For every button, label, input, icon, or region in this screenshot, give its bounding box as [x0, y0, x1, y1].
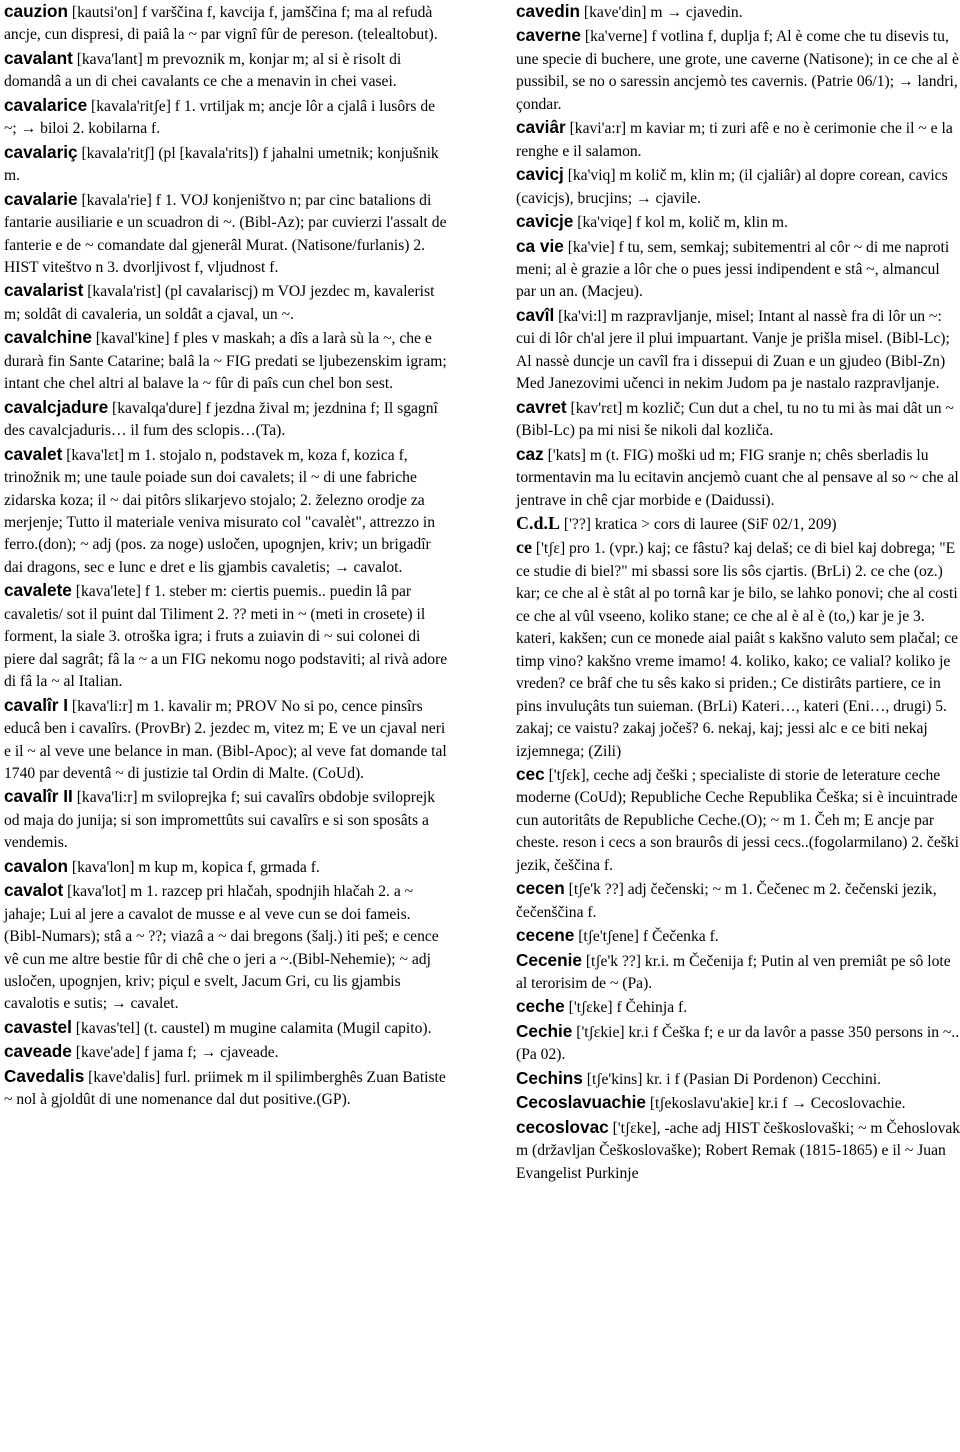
entry-headword: cavalete: [4, 580, 72, 601]
entry-headword: ce: [516, 537, 532, 558]
entry-headword: caz: [516, 443, 544, 464]
dictionary-entry: [516, 163, 960, 210]
entry-definition: [kava'lot] m 1. razcep pri hlačah, spodnjih hlačah 2. a ~ jahaje; Lui al jere a cavalot de musse e al veve cun se doi fameis. (Bibl-Numars); stâ a ~ ??; viazâ a ~ dai bregons (šalj.) iti peš; e cence vê cun me altre bestie fûr di chê che o jeri a ~.(Bibl-Nehemie); ~ adj usločen, upognjen, kriv; piçul e svelt, Jacum Gri, cu lis gjambis cavalotis e sutis; → cavalet.: [4, 883, 439, 1013]
dictionary-entry: [4, 443, 450, 580]
entry-definition: [kave'dalis] furl. priimek m il spilimberghês Zuan Batiste ~ nol à gjoldût di une nomenance dal dut positive.(GP).: [4, 1068, 446, 1109]
dictionary-entry: [516, 116, 960, 163]
entry-definition: [kavala'rist] (pl cavalariscj) m VOJ jezdec m, kavalerist m; soldât di cavaleria, un soldât a cjaval, un ~.: [4, 283, 435, 323]
entry-definition: [kautsi'on] f varščina f, kavcija f, jamščina f; ma al refudà ancje, cun dispresi, di paiâ la ~ par vignî fûr de pereson. (telealtobut).: [4, 4, 438, 44]
dictionary-entry: [4, 396, 450, 443]
dictionary-entry: [516, 0, 960, 24]
dictionary-entry: [516, 304, 960, 396]
entry-definition: [kavala'rie] f 1. VOJ konjeništvo n; par cinc batalions di fantarie ausiliarie e un scuadron di ~. (Bibl-Az); par cuvierzi l'assalt de fanterie e de ~ comandate dal gjenerâl Murat. (Natisone/furlanis) 2. HIST viteštvo n 3. dvorljivost f, vljudnost f.: [4, 191, 447, 276]
entry-headword: cavalarie: [4, 188, 78, 209]
dictionary-entry: [4, 141, 450, 188]
entry-headword: cavastel: [4, 1016, 72, 1037]
entry-headword: cavret: [516, 396, 567, 417]
entry-definition: ['tʃɛk], ceche adj češki ; specialiste di storie de leterature ceche moderne (CoUd); Republiche Ceche Republika Češka; si è incuintrade cun autoritâts de Republiche Ceche.(O); ~ m 1. Čeh m; E ancje par cheste. reson i cecs a son braurôs di jessi cecs..(fogolarmilano) 2. češki jezik, češčina f.: [516, 766, 959, 874]
dictionary-entry: [516, 1091, 960, 1115]
entry-definition: [kava'lant] m prevoznik m, konjar m; al si è risolt di domandâ a un di chei cavalants ce che a menavin in chei vasei.: [4, 50, 402, 91]
dictionary-entry: [516, 763, 960, 877]
entry-definition: [kava'lɛt] m 1. stojalo n, podstavek m, koza f, kozica f, trinožnik m; une taule poiade sun doi cavalets; il ~ di une fabriche zidarska koza; il ~ dai pitôrs slikarjevo stojalo; 2. železno orodje za merjenje; Tutto il materiale veniva misurato col "cavalèt", attrezzo in ferro.(don); ~ adj (pos. za noge) usločen, upognjen, kriv; un brigadîr dai dragons, sec e lunc e dret e lis gjambis cavaletis; → cavalot.: [4, 446, 436, 576]
entry-headword: cavedin: [516, 1, 581, 21]
dictionary-entry: [516, 396, 960, 443]
dictionary-entry: [516, 536, 960, 763]
entry-headword: Cavedalis: [4, 1065, 85, 1086]
entry-definition: [kaval'kine] f ples v maskah; a dîs a larà sù la ~, che e durarà fin Sante Catarine; balâ la ~ FIG predati se ljubezenskim igram; intant che chel altri al balave la ~ fûr di paîs cun chel bon sest.: [4, 330, 447, 393]
dictionary-entry: [516, 512, 960, 536]
entry-definition: [kavalqa'dure] f jezdna žival m; jezdnina f; Il sgagnî des cavalcjaduris… il fum des sclopis…(Ta).: [4, 399, 438, 440]
entry-headword: cavîl: [516, 304, 555, 325]
entry-definition: ['tʃɛke], -ache adj HIST češkoslovaški; ~ m Čehoslovak m (državljan Češkoslovaške); Robert Remak (1815-1865) e il ~ Juan Evangelist Purkinje: [516, 1119, 960, 1182]
entry-headword: cavalîr II: [4, 786, 73, 807]
entry-definition: [tʃe'kins] kr. i f (Pasian Di Pordenon) Cecchini.: [582, 1070, 882, 1088]
entry-definition: ['tʃɛ] pro 1. (vpr.) kaj; ce fâstu? kaj delaš; ce di biel kaj dobrega; "E ce studie di biel?" mi sbassi sore lis sôs cjartis. (BrLi) 2. ce che (oz.) kar; ce che al è stât al po tornâ kar je bilo, se lahko ponovi; che al costi ce che al vûl vseeno, koliko stane; ce che al è al è (to,) kar je je 3. kateri, kakšen; cun ce monede aial paiât s kakšno valuto sem plačal; ce timp vino? kakšno vreme imamo! 4. koliko, kako; ce valial? koliko je vreden? ce brâf che tu sês kako si priden.; Ce distirâts partiere, ce in pins invuluçâts tun suieman. (BrLi) Kateri…, kateri (Eni…, drugi) 5. zakaj; ce vaistu? zakaj jočeš? 6. nekaj, kaj; jessi alc e ce biti nekaj izjemnega; (Zili): [516, 540, 959, 760]
dictionary-entry: [516, 24, 960, 116]
dictionary-entry: [4, 579, 450, 693]
entry-definition: [ka'vi:l] m razpravljanje, misel; Intant al nassè fra di lôr un ~: cui di lôr ch'al jere il plui impuartant. Vanje je prišla misel. (Bibl-Lc); Al nassè duncje un cavîl fra i dissepui di Zuan e un gjudeo (Bibl-Zn) Med Janezovimi učenci in nekim Judom pa je nastalo razpravljanje.: [516, 307, 950, 393]
entry-definition: ['tʃɛkie] kr.i f Češka f; e ur da lavôr a passe 350 persons in ~.. (Pa 02).: [516, 1023, 960, 1064]
entry-headword: cavicje: [516, 211, 574, 232]
dictionary-entry: [4, 47, 450, 94]
dictionary-entry: [4, 694, 450, 786]
entry-headword: cavalîr I: [4, 694, 69, 715]
entry-definition: [ka'viq] m količ m, klin m; (il cjaliâr) al dopre corean, cavics (cavicjs), brucjins; → cjavile.: [516, 167, 948, 207]
entry-headword: Cecenie: [516, 949, 582, 970]
entry-headword: cavalet: [4, 443, 63, 464]
entry-headword: cauzion: [4, 1, 68, 21]
entry-definition: [kava'li:r] m sviloprejka f; sui cavalîrs obdobje sviloprejk od maja do junija; si son impromettûts sui cavalîrs e si son sposâts a vendemis.: [4, 789, 436, 852]
entry-definition: [ka'verne] f votlina f, duplja f; Al è come che tu disevis tu, une specie di buchere, une grote, une caverne (Natisone); in ce che al è pussibil, se no o saressin ancjemò tes cavernis. (Patrie 06/1); → landri, çondar.: [516, 28, 959, 113]
entry-definition: [kave'din] m → cjavedin.: [580, 4, 743, 21]
dictionary-entry: [4, 0, 450, 47]
dictionary-entry: [4, 855, 450, 879]
dictionary-entry: [4, 1040, 450, 1064]
entry-headword: caviâr: [516, 117, 566, 138]
entry-definition: [ka'vie] f tu, sem, semkaj; subitementri al côr ~ di me naproti meni; al è grazie a lôr che o pues jessi indipendent e stâ ~, almancul par un an. (Macjeu).: [516, 238, 950, 301]
entry-headword: ceche: [516, 996, 565, 1017]
entry-definition: [ka'viqe] f kol m, količ m, klin m.: [573, 214, 788, 232]
entry-headword: cavalant: [4, 47, 73, 68]
entry-definition: ['kats] m (t. FIG) moški ud m; FIG sranje n; chês sberladis lu tormentavin ma lu ecitavin ancjemò cuant che al pensave al so ~ che al jentrave in chê cjar morbide e (Daidussi).: [516, 446, 959, 509]
entry-definition: [kavala'ritʃe] f 1. vrtiljak m; ancje lôr a cjalâ i lusôrs de ~; → biloi 2. kobilarna f.: [4, 97, 436, 138]
entry-headword: cecene: [516, 925, 575, 946]
dictionary-entry: [516, 1020, 960, 1067]
entry-headword: caveade: [4, 1041, 72, 1062]
entry-definition: [kave'ade] f jama f; → cjaveade.: [71, 1044, 279, 1062]
entry-headword: Cechie: [516, 1020, 573, 1041]
dictionary-entry: [4, 785, 450, 854]
entry-headword: cavalon: [4, 855, 69, 876]
entry-definition: [kava'li:r] m 1. kavalir m; PROV No si po, cence pinsîrs educâ ben i cavalîrs. (ProvBr) 2. jezdec m, vitez m; E ve un cjaval neri e il ~ al veve une belance in man. (Bibl-Apoc); al veve fat domande tal 1740 par deventâ ~ di justizie tal Ordin di Malte. (CoUd).: [4, 697, 447, 782]
entry-definition: [kava'lon] m kup m, kopica f, grmada f.: [68, 858, 320, 876]
entry-headword: cavalot: [4, 880, 64, 901]
dictionary-entry: [4, 1065, 450, 1112]
entry-headword: cec: [516, 763, 545, 784]
entry-headword: cavalcjadure: [4, 396, 109, 417]
dictionary-entry: [4, 94, 450, 141]
entry-definition: [kav'rɛt] m kozlič; Cun dut a chel, tu no tu mi às mai dât un ~ (Bibl-Lc) pa mi nisi še nikoli dal kozliča.: [516, 399, 954, 440]
entry-headword: Cechins: [516, 1067, 583, 1088]
entry-headword: ca vie: [516, 235, 564, 256]
entry-headword: cecoslovac: [516, 1116, 609, 1137]
entry-headword: caverne: [516, 25, 581, 46]
entry-definition: [kavas'tel] (t. caustel) m mugine calamita (Mugil capito).: [71, 1019, 432, 1037]
dictionary-entry: [4, 879, 450, 1016]
dictionary-entry: [516, 1067, 960, 1091]
entry-headword: cecen: [516, 878, 565, 899]
entry-definition: [tʃe'k ??] adj čečenski; ~ m 1. Čečenec m 2. čečenski jezik, čečenščina f.: [516, 881, 937, 921]
dictionary-entry: [516, 443, 960, 512]
entry-headword: cavalarist: [4, 280, 84, 301]
dictionary-entry: [516, 995, 960, 1019]
dictionary-entry: [516, 949, 960, 996]
dictionary-entry: [516, 1116, 960, 1185]
entry-headword: cavalariç: [4, 141, 78, 162]
entry-definition: [tʃe'k ??] kr.i. m Čečenija f; Putin al ven premiât pe sô lote al terorisim de ~ (Pa).: [516, 952, 951, 993]
entry-definition: ['??] kratica > cors di lauree (SiF 02/1, 209): [560, 515, 837, 533]
dictionary-entry: [4, 279, 450, 326]
dictionary-entry: [516, 924, 960, 948]
entry-definition: [kava'lete] f 1. steber m: ciertis puemis.. puedin lâ par cavaletis/ sot il puint dal Tiliment 2. ?? meti in ~ (meti in crosete) il forment, la siale 3. otroška igra; i fruts a zuiavin di ~ sui colonei di piere dal sagrât; fâ la ~ a un FIG nekomu nogo podstaviti; al rivà adore di fâ la ~ al Italian.: [4, 583, 448, 691]
dictionary-entry: [4, 1016, 450, 1040]
entry-definition: ['tʃɛke] f Čehinja f.: [564, 999, 688, 1017]
dictionary-entry: [4, 326, 450, 395]
entry-headword: cavicj: [516, 164, 564, 185]
entry-definition: [kavala'ritʃ] (pl [kavala'rits]) f jahalni umetnik; konjušnik m.: [4, 144, 439, 185]
column-right: [516, 0, 960, 1185]
entry-headword: cavalarice: [4, 94, 88, 115]
dictionary-entry: [516, 877, 960, 924]
entry-definition: [tʃekoslavu'akie] kr.i f → Cecoslovachie.: [645, 1095, 906, 1113]
entry-headword: Cecoslavuachie: [516, 1092, 646, 1113]
entry-definition: [tʃe'tʃene] f Čečenka f.: [574, 928, 719, 946]
dictionary-entry: [516, 210, 960, 234]
dictionary-entry: [516, 235, 960, 304]
column-left: [4, 0, 450, 1112]
entry-headword: cavalchine: [4, 327, 92, 348]
entry-definition: [kavi'a:r] m kaviar m; ti zuri afê e no è cerimonie che il ~ e la renghe e il salamon.: [516, 120, 953, 160]
dictionary-entry: [4, 188, 450, 280]
entry-headword: C.d.L: [516, 512, 561, 533]
